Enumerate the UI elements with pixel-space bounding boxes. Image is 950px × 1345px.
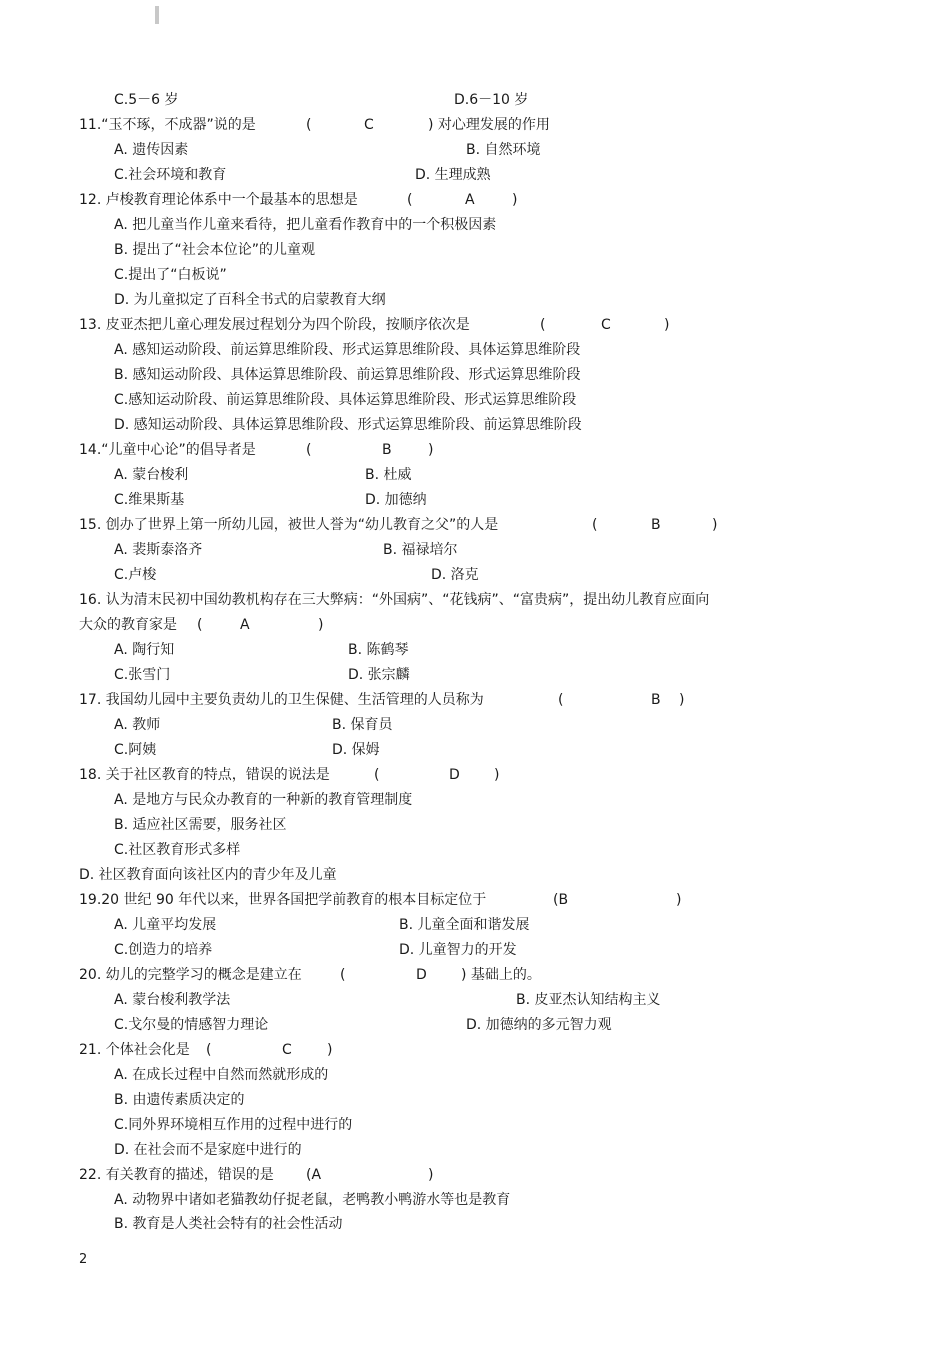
text-segment: C.维果斯基	[114, 492, 185, 508]
text-segment: (A	[306, 1167, 322, 1183]
text-segment: C	[364, 117, 374, 133]
text-segment: D. 为儿童拟定了百科全书式的启蒙教育大纲	[114, 292, 386, 308]
text-segment: D. 加德纳	[365, 492, 427, 508]
text-segment: C.创造力的培养	[114, 942, 213, 958]
text-segment: C	[601, 317, 611, 333]
text-segment: A. 遗传因素	[114, 142, 189, 158]
text-segment: 15. 创办了世界上第一所幼儿园，被世人誉为“幼儿教育之父”的人是	[79, 517, 499, 533]
text-segment: (	[374, 767, 380, 783]
text-segment: B. 皮亚杰认知结构主义	[516, 992, 661, 1008]
text-segment: )	[712, 517, 718, 533]
text-segment: 19.20 世纪 90 年代以来，世界各国把学前教育的根本目标定位于	[79, 892, 487, 908]
text-segment: A	[465, 192, 475, 208]
text-segment: (	[340, 967, 346, 983]
text-segment: )	[679, 692, 685, 708]
text-segment: A. 是地方与民众办教育的一种新的教育管理制度	[114, 792, 413, 808]
text-segment: D. 保姆	[332, 742, 380, 758]
text-segment: )	[664, 317, 670, 333]
text-segment: (	[558, 692, 564, 708]
text-segment: A. 把儿童当作儿童来看待，把儿童看作教育中的一个积极因素	[114, 217, 497, 233]
text-segment: C.提出了“白板说”	[114, 267, 227, 283]
text-segment: A. 动物界中诸如老猫教幼仔捉老鼠，老鸭教小鸭游水等也是教育	[114, 1192, 511, 1208]
text-segment: C.同外界环境相互作用的过程中进行的	[114, 1117, 353, 1133]
text-segment: A. 陶行知	[114, 642, 175, 658]
text-segment: B. 儿童全面和谐发展	[399, 917, 530, 933]
text-segment: B. 杜威	[365, 467, 412, 483]
text-segment: D. 儿童智力的开发	[399, 942, 517, 958]
text-segment: C.社区教育形式多样	[114, 842, 241, 858]
text-segment: A. 蒙台梭利	[114, 467, 189, 483]
text-segment: B. 适应社区需要，服务社区	[114, 817, 287, 833]
text-segment: A. 感知运动阶段、前运算思维阶段、形式运算思维阶段、具体运算思维阶段	[114, 342, 581, 358]
text-segment: A. 儿童平均发展	[114, 917, 217, 933]
text-segment: D. 张宗麟	[348, 667, 410, 683]
text-segment: 14.“儿童中心论”的倡导者是	[79, 442, 256, 458]
text-segment: ) 基础上的。	[461, 967, 541, 983]
text-segment: B	[651, 517, 661, 533]
text-segment: )	[318, 617, 324, 633]
text-segment: D. 感知运动阶段、具体运算思维阶段、形式运算思维阶段、前运算思维阶段	[114, 417, 582, 433]
text-segment: )	[512, 192, 518, 208]
text-segment: A	[240, 617, 250, 633]
text-segment: C.卢梭	[114, 567, 157, 583]
text-segment: B	[651, 692, 661, 708]
text-segment: D	[416, 967, 427, 983]
text-segment: D. 生理成熟	[415, 167, 491, 183]
text-segment: C.戈尔曼的情感智力理论	[114, 1017, 269, 1033]
text-segment: D	[449, 767, 460, 783]
text-segment: 12. 卢梭教育理论体系中一个最基本的思想是	[79, 192, 358, 208]
text-segment: A. 在成长过程中自然而然就形成的	[114, 1067, 329, 1083]
text-segment: 16. 认为清末民初中国幼教机构存在三大弊病：“外国病”、“花钱病”、“富贵病”，提出幼儿教育应面向	[79, 592, 710, 608]
text-segment: (	[540, 317, 546, 333]
text-segment: C	[282, 1042, 292, 1058]
text-segment: B. 教育是人类社会特有的社会性活动	[114, 1216, 343, 1232]
text-segment: )	[428, 442, 434, 458]
text-segment: C.感知运动阶段、前运算思维阶段、具体运算思维阶段、形式运算思维阶段	[114, 392, 577, 408]
text-segment: C.张雪门	[114, 667, 171, 683]
text-segment: (	[197, 617, 203, 633]
text-segment: (	[407, 192, 413, 208]
text-segment: B. 保育员	[332, 717, 393, 733]
text-segment: A. 教师	[114, 717, 161, 733]
text-segment: )	[327, 1042, 333, 1058]
text-segment: ) 对心理发展的作用	[428, 117, 550, 133]
text-segment: B. 陈鹤琴	[348, 642, 409, 658]
text-segment: B	[382, 442, 392, 458]
text-segment: 18. 关于社区教育的特点，错误的说法是	[79, 767, 330, 783]
text-segment: B. 提出了“社会本位论”的儿童观	[114, 242, 316, 258]
text-segment: C.5－6 岁	[114, 92, 179, 108]
text-segment: D. 社区教育面向该社区内的青少年及儿童	[79, 867, 337, 883]
text-segment: D. 在社会而不是家庭中进行的	[114, 1142, 302, 1158]
text-segment: 20. 幼儿的完整学习的概念是建立在	[79, 967, 302, 983]
text-segment: )	[428, 1167, 434, 1183]
text-segment: )	[676, 892, 682, 908]
text-segment: 11.“玉不琢，不成器”说的是	[79, 117, 256, 133]
text-segment: A. 裴斯泰洛齐	[114, 542, 203, 558]
text-segment: B. 感知运动阶段、具体运算思维阶段、前运算思维阶段、形式运算思维阶段	[114, 367, 581, 383]
text-segment: B. 由遗传素质决定的	[114, 1092, 245, 1108]
text-segment: (	[206, 1042, 212, 1058]
text-segment: 大众的教育家是	[79, 617, 177, 633]
scan-mark	[155, 6, 159, 24]
text-segment: (	[306, 117, 312, 133]
text-segment: (	[592, 517, 598, 533]
text-segment: B. 自然环境	[466, 142, 541, 158]
text-segment: D. 洛克	[431, 567, 479, 583]
text-segment: C.社会环境和教育	[114, 167, 227, 183]
text-segment: B. 福禄培尔	[383, 542, 458, 558]
text-segment: )	[494, 767, 500, 783]
text-segment: (B	[553, 892, 569, 908]
text-segment: 13. 皮亚杰把儿童心理发展过程划分为四个阶段，按顺序依次是	[79, 317, 470, 333]
text-segment: 22. 有关教育的描述，错误的是	[79, 1167, 274, 1183]
page-number: 2	[79, 1252, 88, 1267]
text-segment: D.6－10 岁	[454, 92, 529, 108]
text-segment: 17. 我国幼儿园中主要负责幼儿的卫生保健、生活管理的人员称为	[79, 692, 484, 708]
text-segment: D. 加德纳的多元智力观	[466, 1017, 612, 1033]
text-segment: C.阿姨	[114, 742, 157, 758]
text-segment: 21. 个体社会化是	[79, 1042, 190, 1058]
text-segment: (	[306, 442, 312, 458]
text-segment: A. 蒙台梭利教学法	[114, 992, 231, 1008]
